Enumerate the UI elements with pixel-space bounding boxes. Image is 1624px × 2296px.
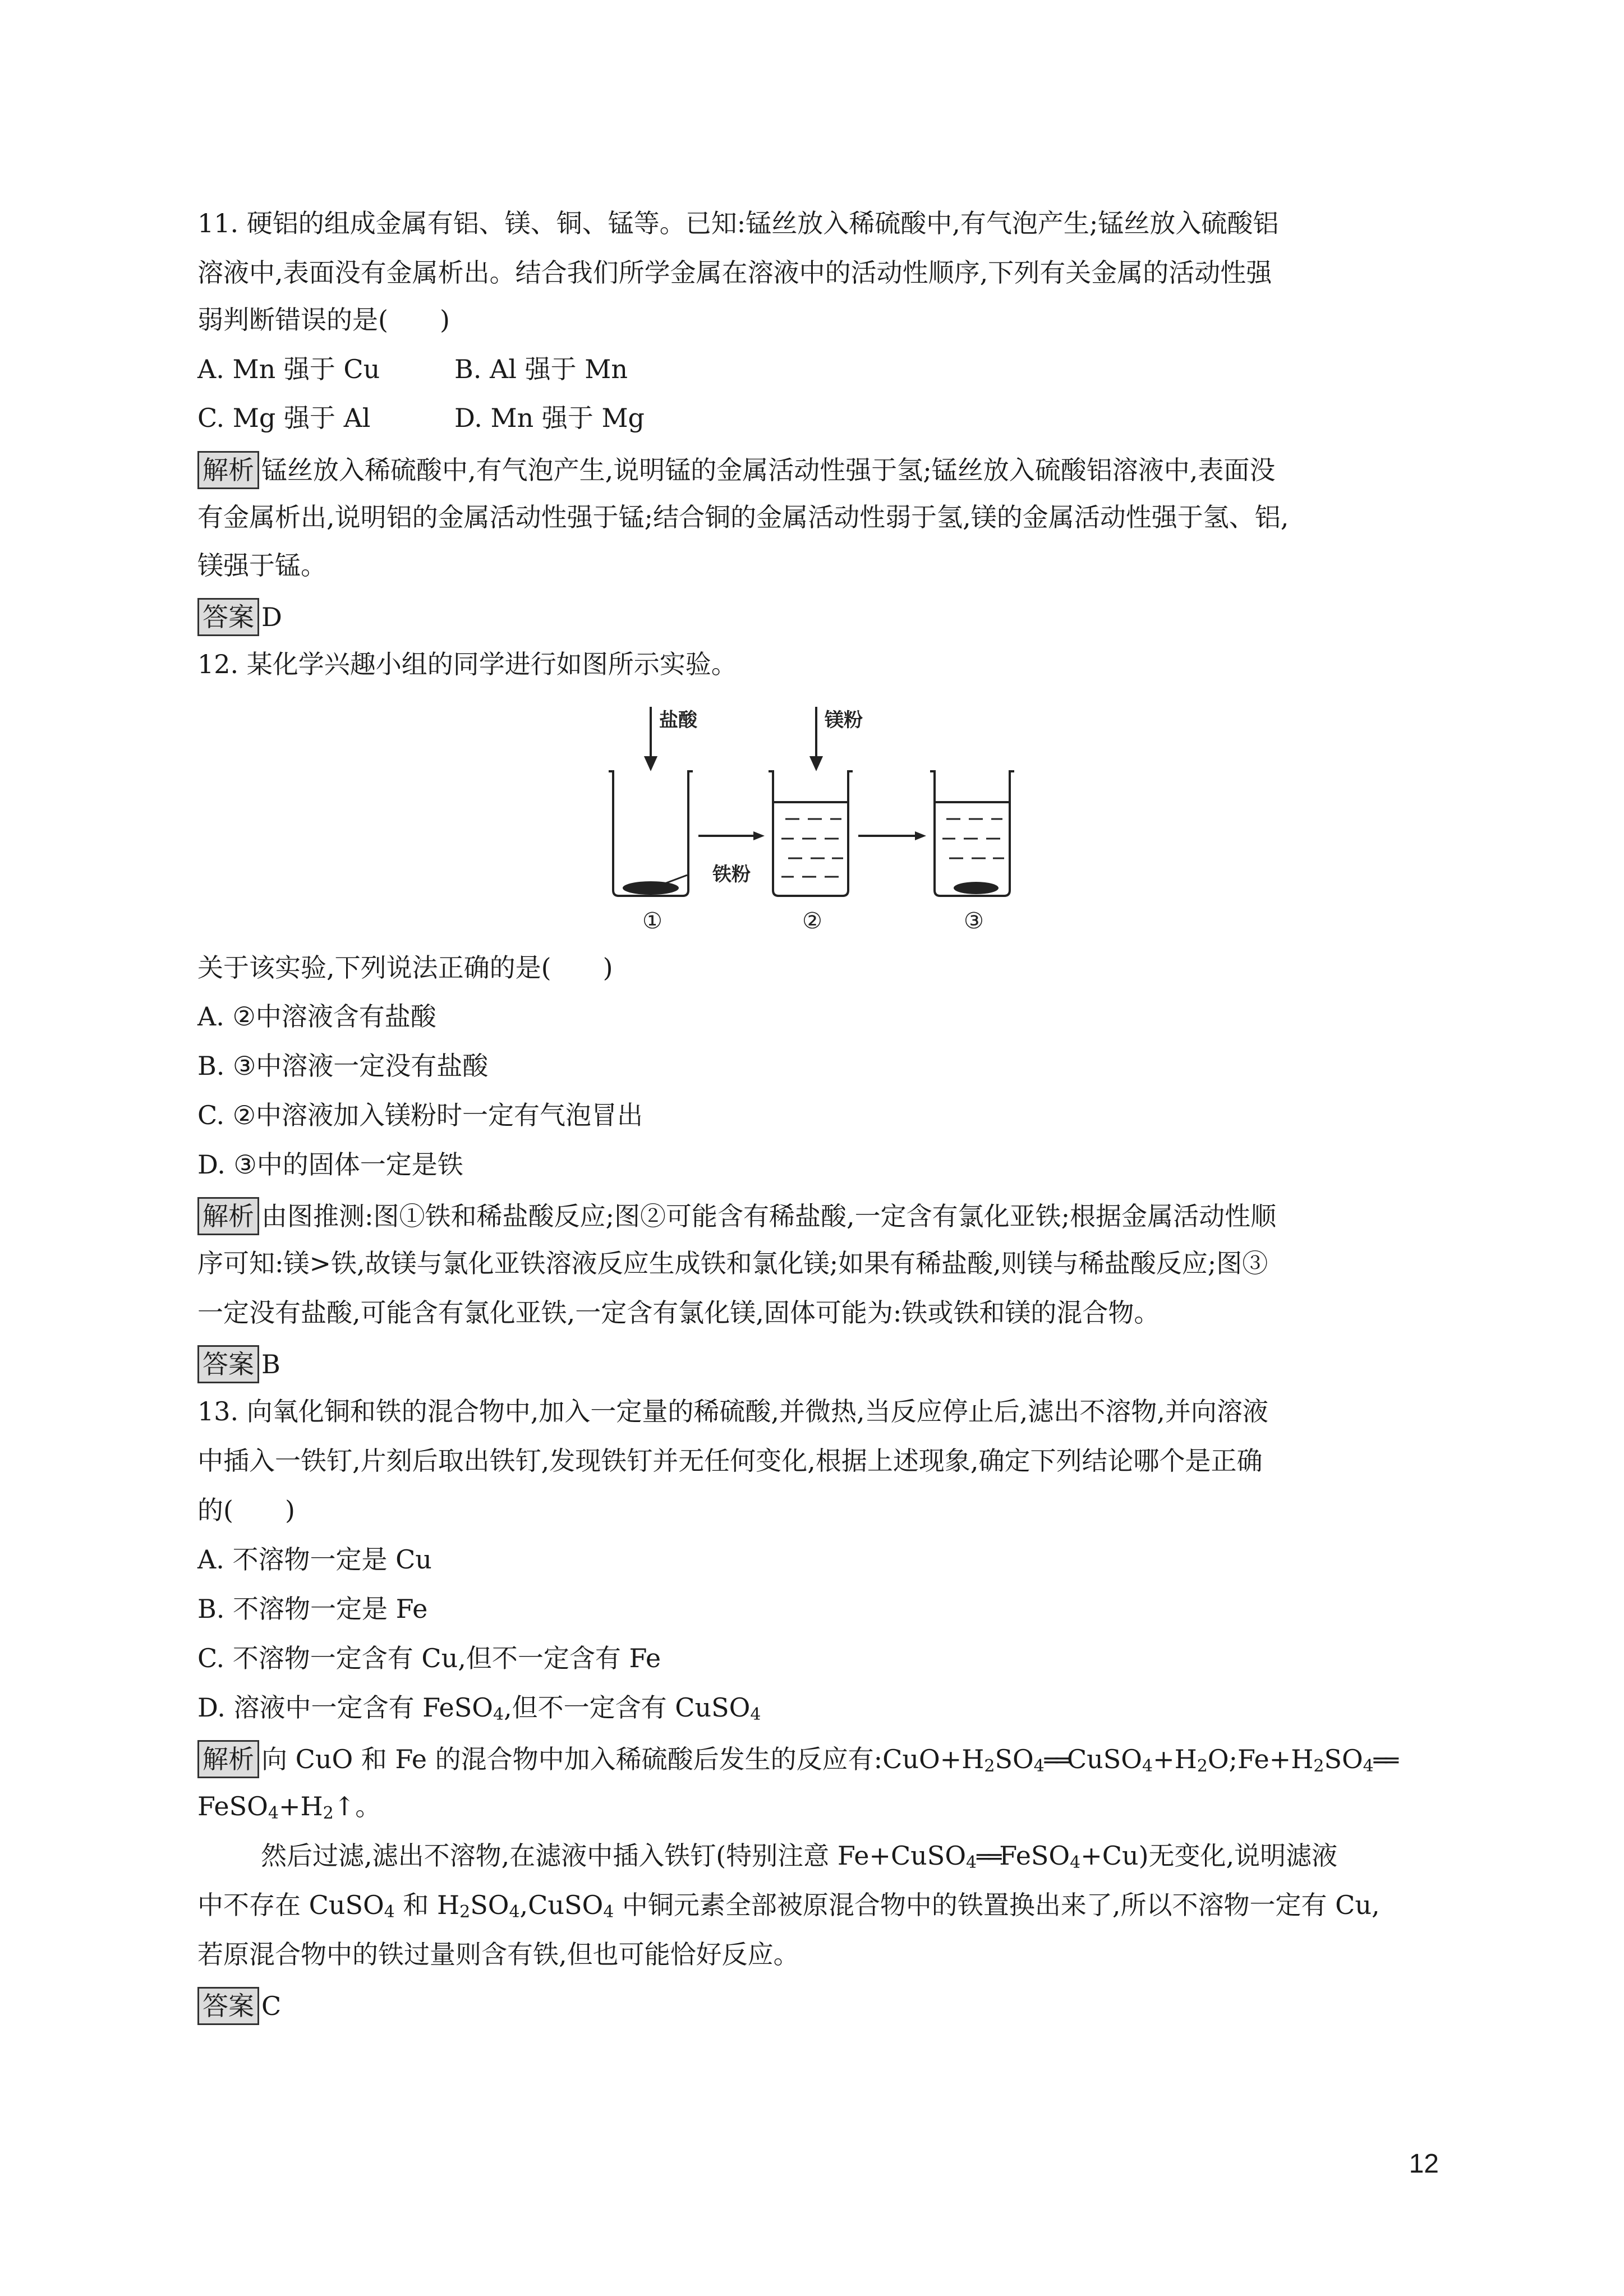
analysis-tag: 解析 — [197, 451, 259, 489]
q12-option-d: D. ③中的固体一定是铁 — [197, 1149, 463, 1180]
q11-stem-line-2: 溶液中,表面没有金属析出。结合我们所学金属在溶液中的活动性顺序,下列有关金属的活动性强 — [197, 257, 1272, 288]
q13-answer: 答案 C — [197, 1987, 281, 2025]
q13-analysis-para2-line-2: 中不存在 CuSO$_4$ 和 $H_2SO_4,CuSO_4$ 中铜元素全部被原混合物中的铁置换出来了,所以不溶物一定有 Cu, — [197, 1890, 1380, 1922]
analysis-tag: 解析 — [197, 1740, 259, 1778]
answer-tag: 答案 — [197, 1345, 259, 1383]
q12-analysis-line-1: 解析 由图推测:图①铁和稀盐酸反应;图②可能含有稀盐酸,一定含有氯化亚铁;根据金属活动性顺 — [197, 1197, 1276, 1235]
q13-option-b: B. 不溶物一定是 Fe — [197, 1594, 428, 1624]
answer-tag: 答案 — [197, 598, 259, 636]
beaker-3-label: ③ — [964, 908, 984, 934]
q11-option-c: C. Mg 强于 Al — [197, 403, 371, 433]
q11-option-a: A. Mn 强于 Cu — [197, 354, 380, 384]
q13-stem-line-2: 中插入一铁钉,片刻后取出铁钉,发现铁钉并无任何变化,根据上述现象,确定下列结论哪个是正确 — [197, 1446, 1263, 1476]
label-hydrochloric-acid: 盐酸 — [659, 709, 697, 731]
q13-analysis-line-1: 解析 向 CuO 和 Fe 的混合物中加入稀硫酸后发生的反应有$:CuO+H_2SO_4══CuSO_4+H_2O;Fe+H_2SO_4══$ — [197, 1740, 1396, 1778]
q12-option-a: A. ②中溶液含有盐酸 — [197, 1001, 436, 1032]
q12-question: 关于该实验,下列说法正确的是( ) — [197, 953, 613, 983]
q12-option-b: B. ③中溶液一定没有盐酸 — [197, 1051, 489, 1081]
q13-analysis-para2-line-3: 若原混合物中的铁过量则含有铁,但也可能恰好反应。 — [197, 1939, 799, 1970]
beaker-1-label: ① — [642, 908, 663, 934]
page-number: 12 — [1409, 2149, 1439, 2179]
label-magnesium-powder: 镁粉 — [825, 709, 863, 731]
q13-option-d: D. 溶液中一定含有 FeSO$_4$,但不一定含有 CuSO$_4$ — [197, 1692, 761, 1724]
q13-stem-line-1: 13. 向氧化铜和铁的混合物中,加入一定量的稀硫酸,并微热,当反应停止后,滤出不溶物,并向溶液 — [197, 1396, 1268, 1427]
q11-option-d: D. Mn 强于 Mg — [454, 403, 645, 433]
label-iron-powder: 铁粉 — [712, 863, 751, 886]
beaker-2-label: ② — [802, 908, 822, 934]
q12-stem-line-1: 12. 某化学兴趣小组的同学进行如图所示实验。 — [197, 649, 737, 679]
q12-option-c: C. ②中溶液加入镁粉时一定有气泡冒出 — [197, 1100, 643, 1130]
q11-analysis-line-2: 有金属析出,说明铝的金属活动性强于锰;结合铜的金属活动性弱于氢,镁的金属活动性强于氢、铝, — [197, 502, 1289, 532]
q12-answer: 答案 B — [197, 1345, 280, 1383]
q13-option-c: C. 不溶物一定含有 Cu,但不一定含有 Fe — [197, 1643, 661, 1673]
q11-answer: 答案 D — [197, 598, 282, 636]
q13-analysis-para2-line-1: 然后过滤,滤出不溶物,在滤液中插入铁钉(特别注意 Fe+CuSO$_4$══FeSO$_4$+Cu)无变化,说明滤液 — [261, 1841, 1338, 1872]
q12-analysis-line-2: 序可知:镁>铁,故镁与氯化亚铁溶液反应生成铁和氯化镁;如果有稀盐酸,则镁与稀盐酸反应;图③ — [197, 1248, 1268, 1278]
q11-stem-line-3: 弱判断错误的是( ) — [197, 305, 450, 335]
q11-stem-line-1: 11. 硬铝的组成金属有铝、镁、铜、锰等。已知:锰丝放入稀硫酸中,有气泡产生;锰丝放入硫酸铝 — [197, 208, 1279, 238]
q13-option-a: A. 不溶物一定是 Cu — [197, 1544, 432, 1575]
q13-analysis-line-2: $FeSO_4+H_2↑$。 — [197, 1791, 381, 1823]
q13-stem-line-3: 的( ) — [197, 1495, 295, 1525]
q12-analysis-line-3: 一定没有盐酸,可能含有氯化亚铁,一定含有氯化镁,固体可能为:铁或铁和镁的混合物。 — [197, 1297, 1160, 1328]
experiment-figure — [603, 698, 1041, 934]
q11-analysis-line-1: 解析 锰丝放入稀硫酸中,有气泡产生,说明锰的金属活动性强于氢;锰丝放入硫酸铝溶液中,表面没 — [197, 451, 1275, 489]
answer-tag: 答案 — [197, 1987, 259, 2025]
q11-option-b: B. Al 强于 Mn — [454, 354, 628, 384]
analysis-tag: 解析 — [197, 1197, 259, 1235]
q11-analysis-line-3: 镁强于锰。 — [197, 550, 326, 581]
